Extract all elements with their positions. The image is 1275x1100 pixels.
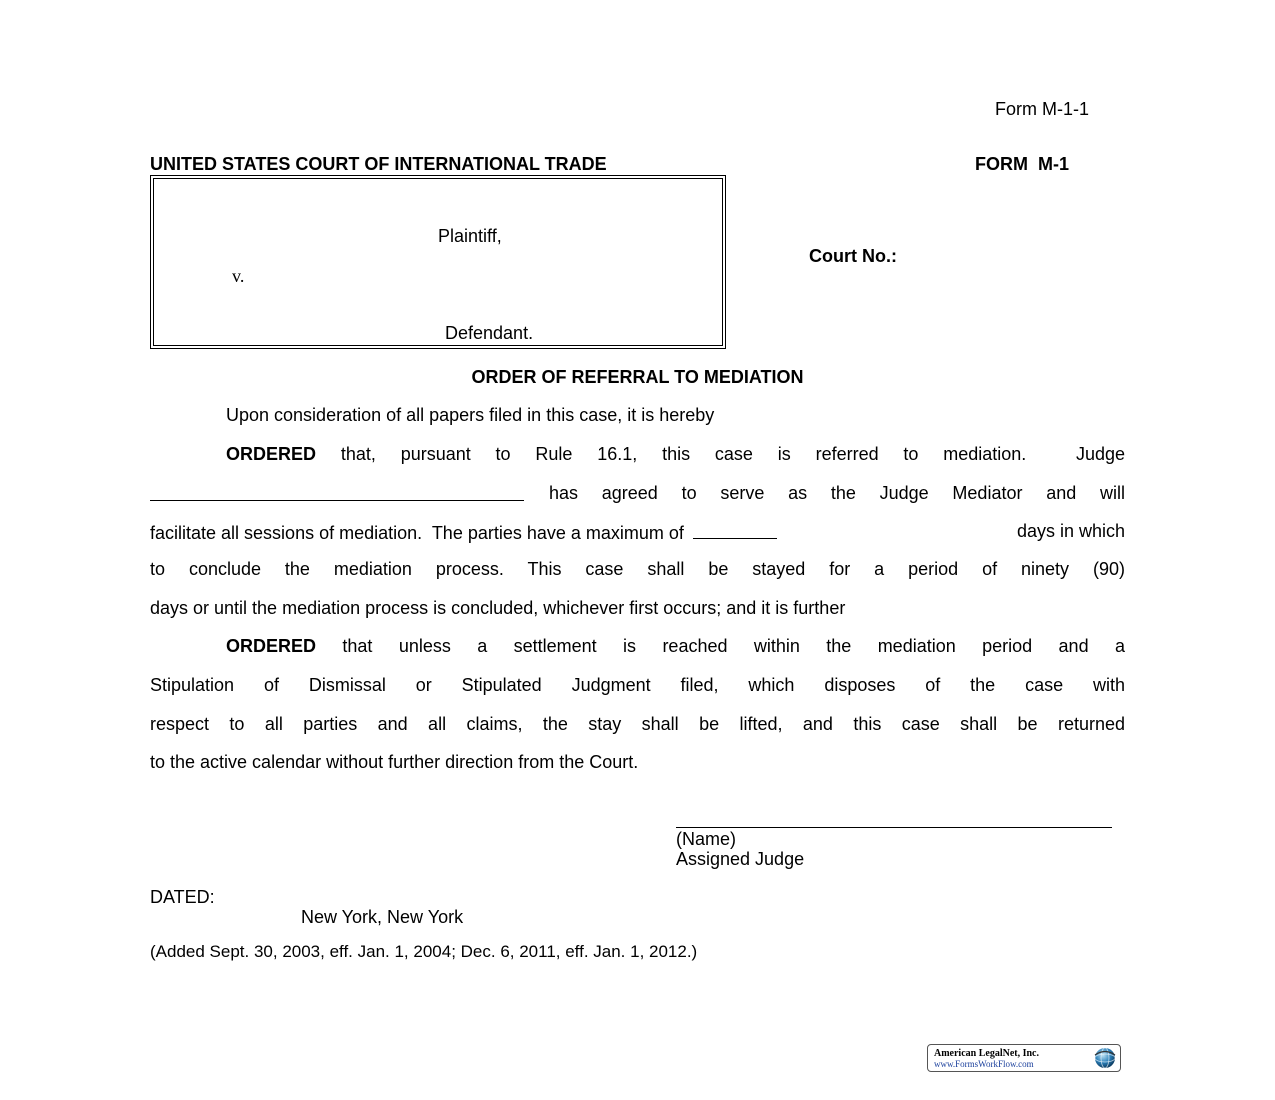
dated-label: DATED: [150,887,215,907]
body-line-4-text-b: days in which [1016,521,1125,541]
body-line-4 [150,520,1125,544]
body-line-7-text: that unless a settlement is reached within the mediation period and a [342,636,1125,656]
defendant-label: Defendant. [445,323,534,343]
badge-name: American LegalNet, Inc. [934,1048,1039,1059]
badge-url[interactable]: www.FormsWorkFlow.com [934,1059,1034,1069]
body-line-2 [150,443,1125,465]
ordered-keyword-2: ORDERED [226,636,317,656]
history-note: (Added Sept. 30, 2003, eff. Jan. 1, 2004; Dec. 6, 2011, eff. Jan. 1, 2012.) [150,942,698,961]
signature-title: Assigned Judge [676,849,805,869]
body-line-1: Upon consideration of all papers filed in this case, it is hereby [226,405,715,425]
signature-line[interactable] [676,827,1112,828]
days-blank[interactable] [693,520,777,539]
location-text: New York, New York [301,907,464,927]
body-line-9: respect to all parties and all claims, the stay shall be lifted, and this case shall be returned [150,714,1125,734]
versus-label: v. [232,266,245,286]
body-line-7 [150,635,1125,657]
plaintiff-label: Plaintiff, [438,226,502,246]
order-title [0,367,1275,388]
order-title-text: ORDER OF REFERRAL TO MEDIATION [471,367,804,387]
body-line-4-text-a: facilitate all sessions of mediation. The parties have a maximum of [150,523,684,543]
form-id: Form M-1-1 [995,99,1089,119]
form-label: FORM M-1 [975,154,1069,174]
body-line-6: days or until the mediation process is concluded, whichever first occurs; and it is further [150,598,846,618]
body-line-10: to the active calendar without further direction from the Court. [150,752,639,772]
body-line-3-text: has agreed to serve as the Judge Mediator and will [549,483,1125,503]
case-caption-box [150,175,726,349]
ordered-keyword: ORDERED [226,444,317,464]
body-line-3 [150,482,1125,506]
publisher-badge[interactable] [927,1044,1121,1072]
globe-icon [1093,1046,1117,1070]
judge-name-blank[interactable] [150,482,524,501]
court-number-label: Court No.: [809,246,897,266]
signature-name: (Name) [676,829,737,849]
body-line-2-text: that, pursuant to Rule 16.1, this case is referred to mediation. Judge [340,444,1125,464]
body-line-8: Stipulation of Dismissal or Stipulated Judgment filed, which disposes of the case with [150,675,1125,695]
body-line-5: to conclude the mediation process. This case shall be stayed for a period of ninety (90) [150,559,1125,579]
court-title: UNITED STATES COURT OF INTERNATIONAL TRADE [150,154,607,174]
